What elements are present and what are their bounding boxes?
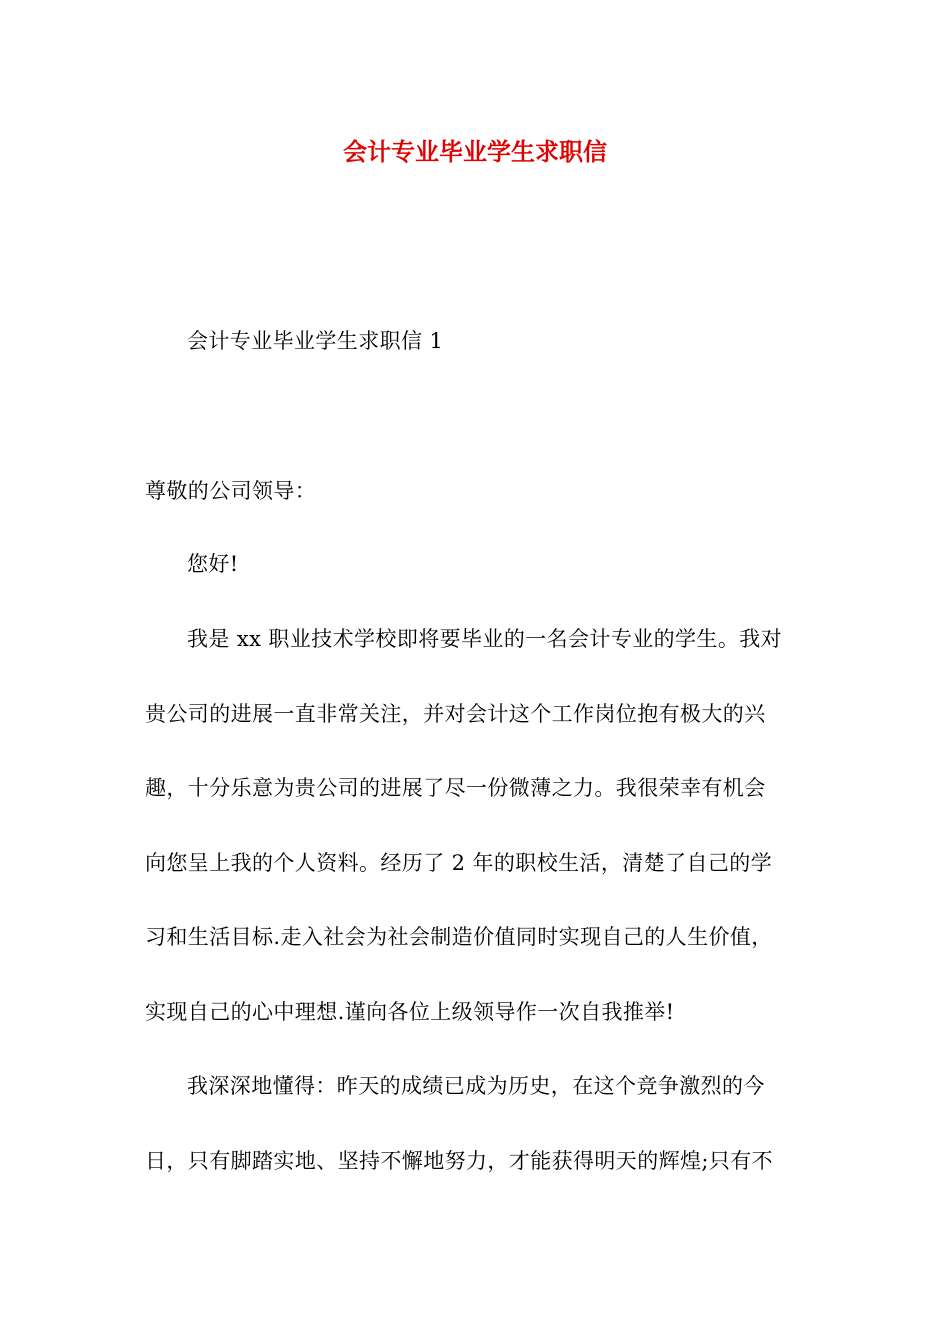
paragraph-line: 习和生活目标.走入社会为社会制造价值同时实现自己的人生价值， <box>145 925 773 949</box>
paragraph-line: 贵公司的进展一直非常关注，并对会计这个工作岗位抱有极大的兴 <box>145 702 766 726</box>
salutation: 尊敬的公司领导： <box>145 479 317 503</box>
paragraph-line: 我深深地懂得：昨天的成绩已成为历史，在这个竞争激烈的今 <box>187 1074 765 1098</box>
paragraph-line: 日，只有脚踏实地、坚持不懈地努力，才能获得明天的辉煌;只有不 <box>145 1149 774 1173</box>
greeting: 您好! <box>187 552 239 576</box>
paragraph-line: 向您呈上我的个人资料。经历了 2 年的职校生活，清楚了自己的学 <box>145 851 773 875</box>
paragraph-line: 趣，十分乐意为贵公司的进展了尽一份微薄之力。我很荣幸有机会 <box>145 776 766 800</box>
paragraph-line: 实现自己的心中理想.谨向各位上级领导作一次自我推举! <box>145 1000 675 1024</box>
document-title: 会计专业毕业学生求职信 <box>343 138 607 166</box>
paragraph-line: 我是 xx 职业技术学校即将要毕业的一名会计专业的学生。我对 <box>187 627 783 651</box>
letter-subtitle: 会计专业毕业学生求职信 1 <box>187 329 444 353</box>
